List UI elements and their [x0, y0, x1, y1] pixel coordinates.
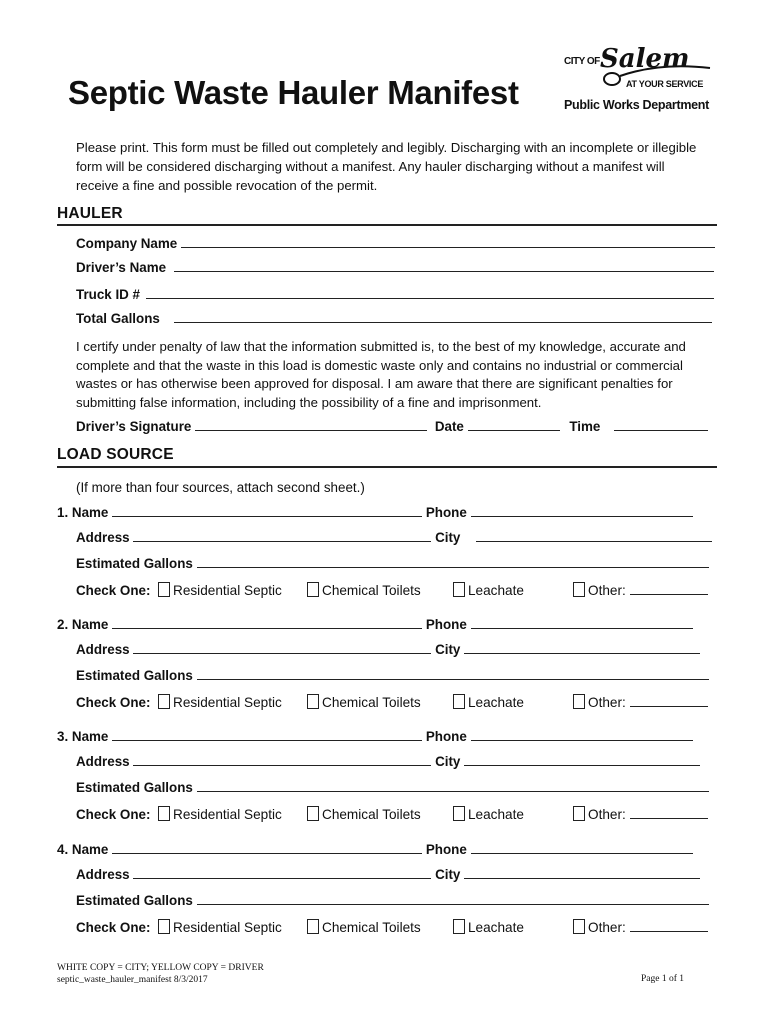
- option-leachate[interactable]: Leachate: [453, 694, 524, 710]
- source-city-label: City: [435, 867, 461, 882]
- source-address-row: [76, 530, 712, 545]
- other-field[interactable]: [630, 920, 708, 932]
- source-name-field[interactable]: [112, 842, 422, 854]
- source-phone-field[interactable]: [471, 729, 693, 741]
- source-address-label: Address: [76, 530, 130, 545]
- source-gallons-field[interactable]: [197, 780, 709, 792]
- checkbox[interactable]: [573, 919, 585, 934]
- option-residential-septic[interactable]: Residential Septic: [158, 582, 282, 598]
- source-gallons-label: Estimated Gallons: [76, 893, 193, 908]
- option-leachate[interactable]: Leachate: [453, 919, 524, 935]
- copies-note: WHITE COPY = CITY; YELLOW COPY = DRIVER: [57, 963, 264, 973]
- source-gallons-field[interactable]: [197, 893, 709, 905]
- source-city-label: City: [435, 530, 461, 545]
- source-address-row: [76, 867, 700, 882]
- source-city-field[interactable]: [464, 642, 700, 654]
- logo-at-your-service: AT YOUR SERVICE: [626, 79, 704, 89]
- option-chemical-toilets[interactable]: Chemical Toilets: [307, 582, 421, 598]
- source-name-label: Name: [71, 842, 109, 857]
- logo-department: Public Works Department: [564, 98, 709, 112]
- total-gallons-label: Total Gallons: [76, 311, 160, 326]
- source-city-field[interactable]: [476, 530, 712, 542]
- source-phone-field[interactable]: [471, 842, 693, 854]
- source-name-label: Name: [71, 729, 109, 744]
- source-address-field[interactable]: [133, 867, 431, 879]
- checkbox[interactable]: [453, 806, 465, 821]
- source-phone-label: Phone: [425, 505, 467, 520]
- source-gallons-label: Estimated Gallons: [76, 780, 193, 795]
- source-city-label: City: [435, 642, 461, 657]
- city-logo: [560, 44, 720, 120]
- option-residential-septic[interactable]: Residential Septic: [158, 919, 282, 935]
- checkbox[interactable]: [453, 919, 465, 934]
- option-leachate[interactable]: Leachate: [453, 582, 524, 598]
- source-address-field[interactable]: [133, 754, 431, 766]
- total-gallons-field[interactable]: [174, 311, 712, 323]
- checkbox[interactable]: [307, 582, 319, 597]
- date-label: Date: [434, 419, 464, 434]
- source-name-row: [57, 505, 693, 520]
- instructions: Please print. This form must be filled out completely and legibly. Discharging with an incomplete or illegible form will be considered discharging without a manifest. Any hauler discharging without a manifest will receive a fine and possible revocation of the permit.: [76, 140, 697, 193]
- truck-id-label: Truck ID #: [76, 287, 141, 302]
- source-address-label: Address: [76, 754, 130, 769]
- date-field[interactable]: [468, 419, 560, 431]
- source-phone-field[interactable]: [471, 617, 693, 629]
- load-source-heading: LOAD SOURCE: [57, 446, 174, 463]
- truck-id-field[interactable]: [146, 287, 714, 299]
- source-name-row: [57, 729, 693, 744]
- source-name-field[interactable]: [112, 729, 422, 741]
- drivers-name-label: Driver’s Name: [76, 260, 167, 275]
- certification-text: I certify under penalty of law that the information submitted is, to the best of my knowledge, accurate and complete and that the waste in this load is domestic waste only and contains no industrial or commercial wastes or has otherwise been approved for disposal. I am aware that there are significant penalties for submitting false information, including the possibility of a fine and imprisonment.: [76, 339, 686, 410]
- check-one-label: Check One:: [76, 920, 151, 935]
- option-chemical-toilets[interactable]: Chemical Toilets: [307, 694, 421, 710]
- source-address-row: [76, 642, 700, 657]
- option-chemical-toilets[interactable]: Chemical Toilets: [307, 806, 421, 822]
- source-gallons-row: [76, 556, 709, 571]
- source-number: 3.: [57, 729, 69, 744]
- company-name-row: [76, 236, 715, 251]
- source-address-field[interactable]: [133, 642, 431, 654]
- option-residential-septic[interactable]: Residential Septic: [158, 806, 282, 822]
- checkbox[interactable]: [573, 582, 585, 597]
- file-reference: septic_waste_hauler_manifest 8/3/2017: [57, 975, 208, 985]
- source-address-label: Address: [76, 642, 130, 657]
- checkbox[interactable]: [158, 919, 170, 934]
- source-phone-label: Phone: [425, 617, 467, 632]
- checkbox[interactable]: [573, 806, 585, 821]
- logo-salem: Salem: [600, 44, 690, 74]
- hauler-heading: HAULER: [57, 205, 123, 222]
- source-phone-label: Phone: [425, 842, 467, 857]
- option-other[interactable]: Other:: [573, 806, 708, 822]
- option-other[interactable]: Other:: [573, 694, 708, 710]
- source-name-field[interactable]: [112, 617, 422, 629]
- checkbox[interactable]: [453, 582, 465, 597]
- source-address-field[interactable]: [133, 530, 431, 542]
- source-name-label: Name: [71, 505, 109, 520]
- source-gallons-field[interactable]: [197, 556, 709, 568]
- company-name-label: Company Name: [76, 236, 178, 251]
- option-other[interactable]: Other:: [573, 919, 708, 935]
- checkbox[interactable]: [307, 806, 319, 821]
- footer-left: [57, 962, 264, 986]
- time-field[interactable]: [614, 419, 708, 431]
- option-chemical-toilets[interactable]: Chemical Toilets: [307, 919, 421, 935]
- other-field[interactable]: [630, 695, 708, 707]
- signature-field[interactable]: [195, 419, 427, 431]
- source-name-label: Name: [71, 617, 109, 632]
- checkbox[interactable]: [158, 806, 170, 821]
- checkbox[interactable]: [453, 694, 465, 709]
- source-gallons-row: [76, 668, 709, 683]
- source-number: 4.: [57, 842, 69, 857]
- page-number: Page 1 of 1: [641, 974, 685, 984]
- checkbox[interactable]: [307, 694, 319, 709]
- option-residential-septic[interactable]: Residential Septic: [158, 694, 282, 710]
- source-name-field[interactable]: [112, 505, 422, 517]
- source-address-label: Address: [76, 867, 130, 882]
- source-city-field[interactable]: [464, 754, 700, 766]
- source-gallons-field[interactable]: [197, 668, 709, 680]
- drivers-name-row: [76, 260, 714, 275]
- load-source-divider: [57, 466, 717, 468]
- checkbox[interactable]: [307, 919, 319, 934]
- checkbox[interactable]: [158, 582, 170, 597]
- check-one-label: Check One:: [76, 807, 151, 822]
- signature-row: [76, 419, 708, 434]
- source-city-label: City: [435, 754, 461, 769]
- source-city-field[interactable]: [464, 867, 700, 879]
- company-name-field[interactable]: [181, 236, 715, 248]
- source-name-row: [57, 617, 693, 632]
- hauler-divider: [57, 224, 717, 226]
- checkbox[interactable]: [158, 694, 170, 709]
- drivers-name-field[interactable]: [174, 260, 714, 272]
- checkbox[interactable]: [573, 694, 585, 709]
- load-source-note: (If more than four sources, attach second sheet.): [76, 480, 365, 495]
- truck-id-row: [76, 287, 714, 302]
- source-number: 1.: [57, 505, 69, 520]
- source-gallons-label: Estimated Gallons: [76, 668, 193, 683]
- other-field[interactable]: [630, 807, 708, 819]
- source-number: 2.: [57, 617, 69, 632]
- source-phone-label: Phone: [425, 729, 467, 744]
- check-one-label: Check One:: [76, 583, 151, 598]
- logo-city-of: CITY OF: [564, 56, 600, 67]
- source-gallons-row: [76, 893, 709, 908]
- page-title: Septic Waste Hauler Manifest: [68, 74, 519, 111]
- source-name-row: [57, 842, 693, 857]
- time-label: Time: [569, 419, 601, 434]
- other-field[interactable]: [630, 583, 708, 595]
- source-phone-field[interactable]: [471, 505, 693, 517]
- option-other[interactable]: Other:: [573, 582, 708, 598]
- signature-label: Driver’s Signature: [76, 419, 192, 434]
- source-address-row: [76, 754, 700, 769]
- option-leachate[interactable]: Leachate: [453, 806, 524, 822]
- source-gallons-label: Estimated Gallons: [76, 556, 193, 571]
- total-gallons-row: [76, 311, 712, 326]
- check-one-label: Check One:: [76, 695, 151, 710]
- source-gallons-row: [76, 780, 709, 795]
